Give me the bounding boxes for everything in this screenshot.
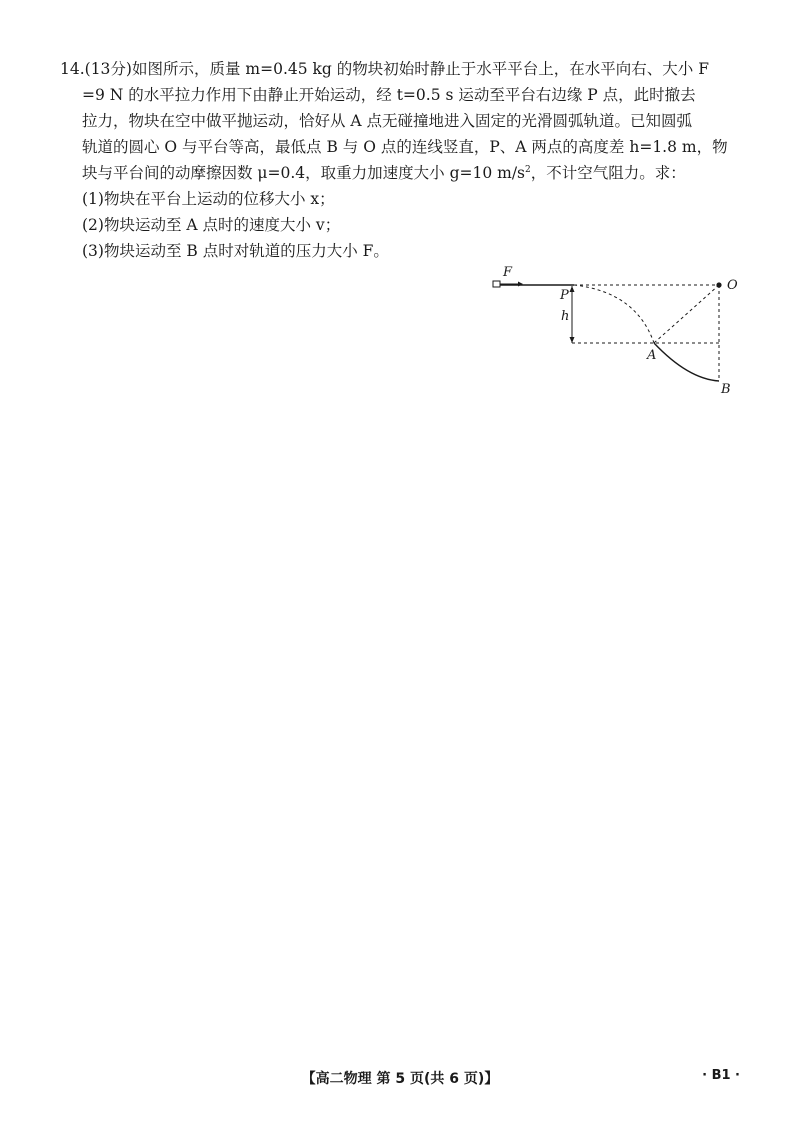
superscript-2: 2 [525,164,531,175]
physics-diagram [488,262,748,396]
block-shape [493,281,500,287]
question-2: (2)物块运动至 A 点时的速度大小 v； [82,216,341,234]
arc-track [654,343,719,381]
problem-line-4: 轨道的圆心 O 与平台等高，最低点 B 与 O 点的连线竖直，P、A 两点的高度差 h=1.8 m，物 [82,138,728,156]
label-P: P [560,288,569,303]
problem-line-2: =9 N 的水平拉力作用下由静止开始运动，经 t=0.5 s 运动至平台右边缘 P 点，此时撤去 [82,86,696,104]
h-arrow-bottom [570,337,575,343]
label-A: A [647,348,657,363]
problem-line-1: 14.(13分)如图所示，质量 m=0.45 kg 的物块初始时静止于水平平台上，在水平向右、大小 F [60,60,709,78]
label-h: h [561,309,570,324]
problem-line-3: 拉力，物块在空中做平抛运动，恰好从 A 点无碰撞地进入固定的光滑圆弧轨道。已知圆弧 [82,112,693,130]
label-B: B [721,382,731,396]
label-O: O [727,278,738,293]
force-arrowhead [518,282,523,287]
label-F: F [503,265,513,280]
problem-line-5-tail: ，不计空气阻力。求： [530,164,686,182]
trajectory-curve [574,285,654,343]
problem-line-5 [60,160,750,186]
diagram-svg [488,262,748,396]
page-code: · B1 · [702,1068,740,1083]
dashed-O-A [654,285,719,343]
question-3: (3)物块运动至 B 点时对轨道的压力大小 F。 [82,242,389,260]
problem-line-5-text: 块与平台间的动摩擦因数 μ=0.4，取重力加速度大小 g=10 m/s [82,164,526,182]
problem-14 [60,56,750,264]
page-footer: 【高二物理 第 5 页(共 6 页)】 [301,1071,499,1087]
h-arrow-top [570,286,575,292]
question-1: (1)物块在平台上运动的位移大小 x； [82,190,335,208]
